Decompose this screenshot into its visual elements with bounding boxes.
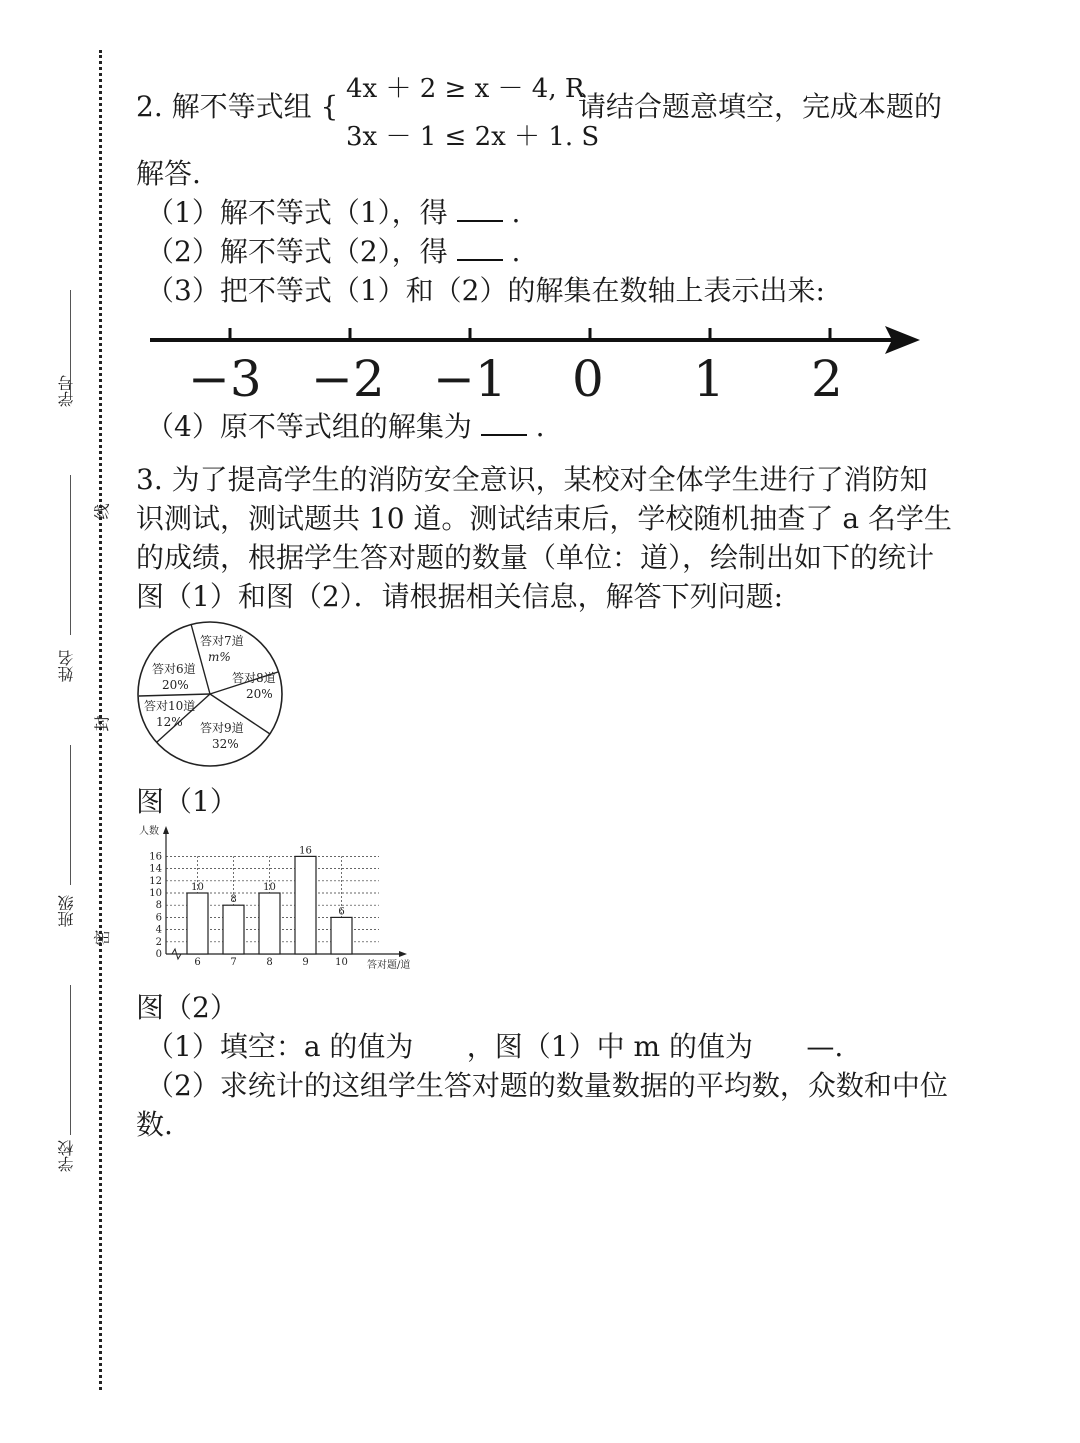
bar [187,893,208,954]
bar-ylabel: 人数 [139,826,159,837]
bar-xtick-label: 10 [335,957,348,968]
q3-line-1: 3. 为了提高学生的消防安全意识，某校对全体学生进行了消防知 [136,463,928,496]
bar [223,905,244,954]
bar-xtick-label: 6 [194,957,201,968]
q3-line-2: 识测试，测试题共 10 道。测试结束后，学校随机抽查了 a 名学生 [136,502,952,535]
pie-label: 答对6道 [152,662,196,676]
bar-ytick-label: 8 [155,900,162,912]
number-line-label: −1 [433,350,507,408]
q2-sub4 [146,410,545,444]
pie-label: 答对7道 [200,634,244,648]
q3-sub1: （1）填空：a 的值为 ，图（1）中 m 的值为 —. [146,1030,844,1063]
q2-sub3: （3）把不等式（1）和（2）的解集在数轴上表示出来: [146,274,825,307]
pie-chart [134,620,294,780]
pie-label: 答对10道 [144,699,196,713]
q2-sub4-end: . [535,410,545,443]
margin-label-student-id: 学号 [57,375,76,407]
bar [331,917,352,954]
bar-ytick-label: 14 [149,863,162,875]
number-line-label: −3 [188,350,262,408]
q2-sub4-text: （4）原不等式组的解集为 [146,410,472,443]
q2-intro: 2. 解不等式组 { [136,90,339,123]
bar [259,893,280,954]
seal-char-seal: 封 [92,715,112,732]
pie-label: 答对8道 [232,671,276,685]
q2-sub2 [146,235,520,269]
bar-value-label: 16 [299,845,312,857]
figure-2-caption: 图（2） [136,991,238,1024]
seal-char-secret: 密 [92,929,112,946]
margin-underline-name [70,475,71,635]
margin-underline-class [70,745,71,885]
q2-inequality-1: 4x ＋ 2 ≥ x － 4, R [346,74,585,104]
q2-sub2-end: . [511,235,521,268]
q2-sub1-blank[interactable] [457,196,503,222]
bar-value-label: 6 [338,906,345,918]
q2-sub2-blank[interactable] [457,235,503,261]
bar-y-arrow [163,826,169,834]
pie-value: 12% [156,715,183,729]
bar-ytick-label: 0 [155,949,162,960]
bar-value-label: 10 [263,882,276,893]
bar [295,856,316,954]
q2-sub1 [146,196,520,230]
pie-value: 20% [246,687,273,701]
q3-sub2-line-2: 数. [136,1108,173,1141]
q2-intro-after: 请结合题意填空，完成本题的 [578,90,943,123]
q2-sub2-text: （2）解不等式（2），得 [146,235,448,268]
bar-xlabel: 答对题/道 [367,960,411,971]
q2-sub1-text: （1）解不等式（1），得 [146,196,448,229]
q2-sub1-end: . [511,196,521,229]
figure-1-caption: 图（1） [136,785,238,818]
bar-x-arrow [399,951,407,957]
bar-value-label: 10 [191,882,204,893]
q2-sub4-blank[interactable] [481,410,527,436]
q2-inequality-2: 3x － 1 ≤ 2x ＋ 1. S [346,122,600,152]
bar-ytick-label: 16 [149,851,162,863]
margin-underline-school [70,985,71,1135]
bar-value-label: 8 [230,894,237,906]
bar-ytick-label: 6 [155,912,162,924]
pie-value: 20% [162,678,189,692]
margin-label-name: 姓名 [57,650,76,682]
pie-label: 答对9道 [200,721,244,735]
bar-xtick-label: 9 [302,957,309,968]
q3-line-4: 图（1）和图（2）．请根据相关信息，解答下列问题: [136,580,784,613]
pie-value: m% [208,650,231,664]
q3-line-3: 的成绩，根据学生答对题的数量（单位：道），绘制出如下的统计 [136,541,935,574]
pie-value: 32% [212,737,239,751]
bar-ytick-label: 4 [155,924,162,936]
bar-xtick-label: 8 [266,957,273,968]
bar-ytick-label: 12 [149,875,162,887]
number-line-label: 2 [811,350,843,408]
number-line-label: 0 [572,350,604,408]
seal-char-line: 线 [92,503,112,520]
q3-sub2-line-1: （2）求统计的这组学生答对题的数量数据的平均数，众数和中位 [146,1069,948,1102]
bar-ytick-label: 10 [149,888,162,899]
bar-chart [135,822,425,972]
bar-xtick-label: 7 [230,957,237,968]
number-line-label: 1 [693,350,725,408]
number-line-labels [140,350,940,410]
margin-label-school: 学校 [57,1140,76,1172]
bar-ytick-label: 2 [155,936,162,948]
q2-line-2: 解答. [136,157,201,190]
margin-label-class: 班级 [57,895,76,927]
number-line-label: −2 [311,350,385,408]
